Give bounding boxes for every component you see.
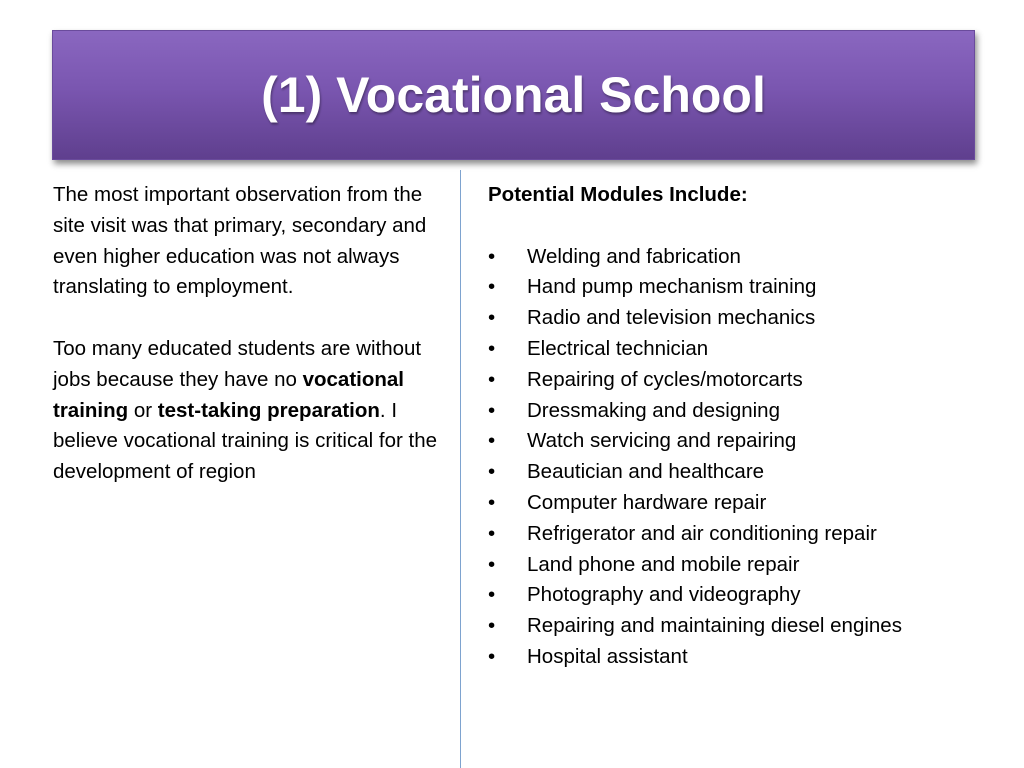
bullet-icon: • bbox=[488, 583, 496, 607]
test-taking-emphasis: test-taking preparation bbox=[157, 398, 380, 422]
modules-heading: Potential Modules Include: bbox=[488, 183, 748, 206]
list-item bbox=[488, 642, 988, 673]
bullet-icon: • bbox=[488, 521, 496, 545]
bullet-icon: • bbox=[488, 244, 496, 268]
list-item bbox=[488, 457, 988, 488]
modules-list bbox=[488, 242, 988, 673]
bullet-icon: • bbox=[488, 552, 496, 576]
list-item bbox=[488, 396, 988, 427]
module-label: Hand pump mechanism training bbox=[527, 275, 817, 299]
list-item bbox=[488, 611, 988, 642]
bullet-icon: • bbox=[488, 275, 496, 299]
observation-paragraph: The most important observation from the site visit was that primary, secondary and even higher education was not always translating to employment. bbox=[53, 183, 427, 299]
module-label: Watch servicing and repairing bbox=[527, 429, 797, 453]
module-label: Dressmaking and designing bbox=[527, 398, 780, 422]
bullet-icon: • bbox=[488, 306, 496, 330]
module-label: Land phone and mobile repair bbox=[527, 552, 800, 576]
bullet-icon: • bbox=[488, 398, 496, 422]
module-label: Hospital assistant bbox=[527, 644, 688, 668]
slide-title: (1) Vocational School bbox=[261, 67, 766, 123]
students-paragraph bbox=[53, 334, 438, 488]
vocational-training-emphasis: vocational training bbox=[53, 367, 404, 422]
list-item bbox=[488, 272, 988, 303]
module-label: Radio and television mechanics bbox=[527, 306, 816, 330]
bullet-icon: • bbox=[488, 460, 496, 484]
left-column bbox=[53, 180, 438, 488]
list-item bbox=[488, 334, 988, 365]
bullet-icon: • bbox=[488, 644, 496, 668]
list-item bbox=[488, 550, 988, 581]
bullet-icon: • bbox=[488, 336, 496, 360]
module-label: Welding and fabrication bbox=[527, 244, 741, 268]
module-label: Beautician and healthcare bbox=[527, 460, 765, 484]
bullet-icon: • bbox=[488, 490, 496, 514]
bullet-icon: • bbox=[488, 429, 496, 453]
list-item bbox=[488, 488, 988, 519]
right-column bbox=[488, 180, 988, 673]
students-text-2: or bbox=[128, 398, 158, 422]
module-label: Repairing of cycles/motorcarts bbox=[527, 367, 803, 391]
module-label: Repairing and maintaining diesel engines bbox=[527, 614, 902, 638]
column-divider bbox=[460, 170, 461, 768]
title-banner bbox=[52, 30, 975, 160]
list-item bbox=[488, 303, 988, 334]
students-text-1: Too many educated students are without jobs because they have no bbox=[53, 336, 422, 391]
list-item bbox=[488, 580, 988, 611]
module-label: Photography and videography bbox=[527, 583, 801, 607]
list-item bbox=[488, 426, 988, 457]
list-item bbox=[488, 519, 988, 550]
list-item bbox=[488, 365, 988, 396]
students-text-3: . I believe vocational training is critical for the development of region bbox=[53, 398, 437, 484]
module-label: Refrigerator and air conditioning repair bbox=[527, 521, 877, 545]
bullet-icon: • bbox=[488, 614, 496, 638]
bullet-icon: • bbox=[488, 367, 496, 391]
module-label: Computer hardware repair bbox=[527, 490, 767, 514]
list-item bbox=[488, 242, 988, 273]
module-label: Electrical technician bbox=[527, 336, 709, 360]
